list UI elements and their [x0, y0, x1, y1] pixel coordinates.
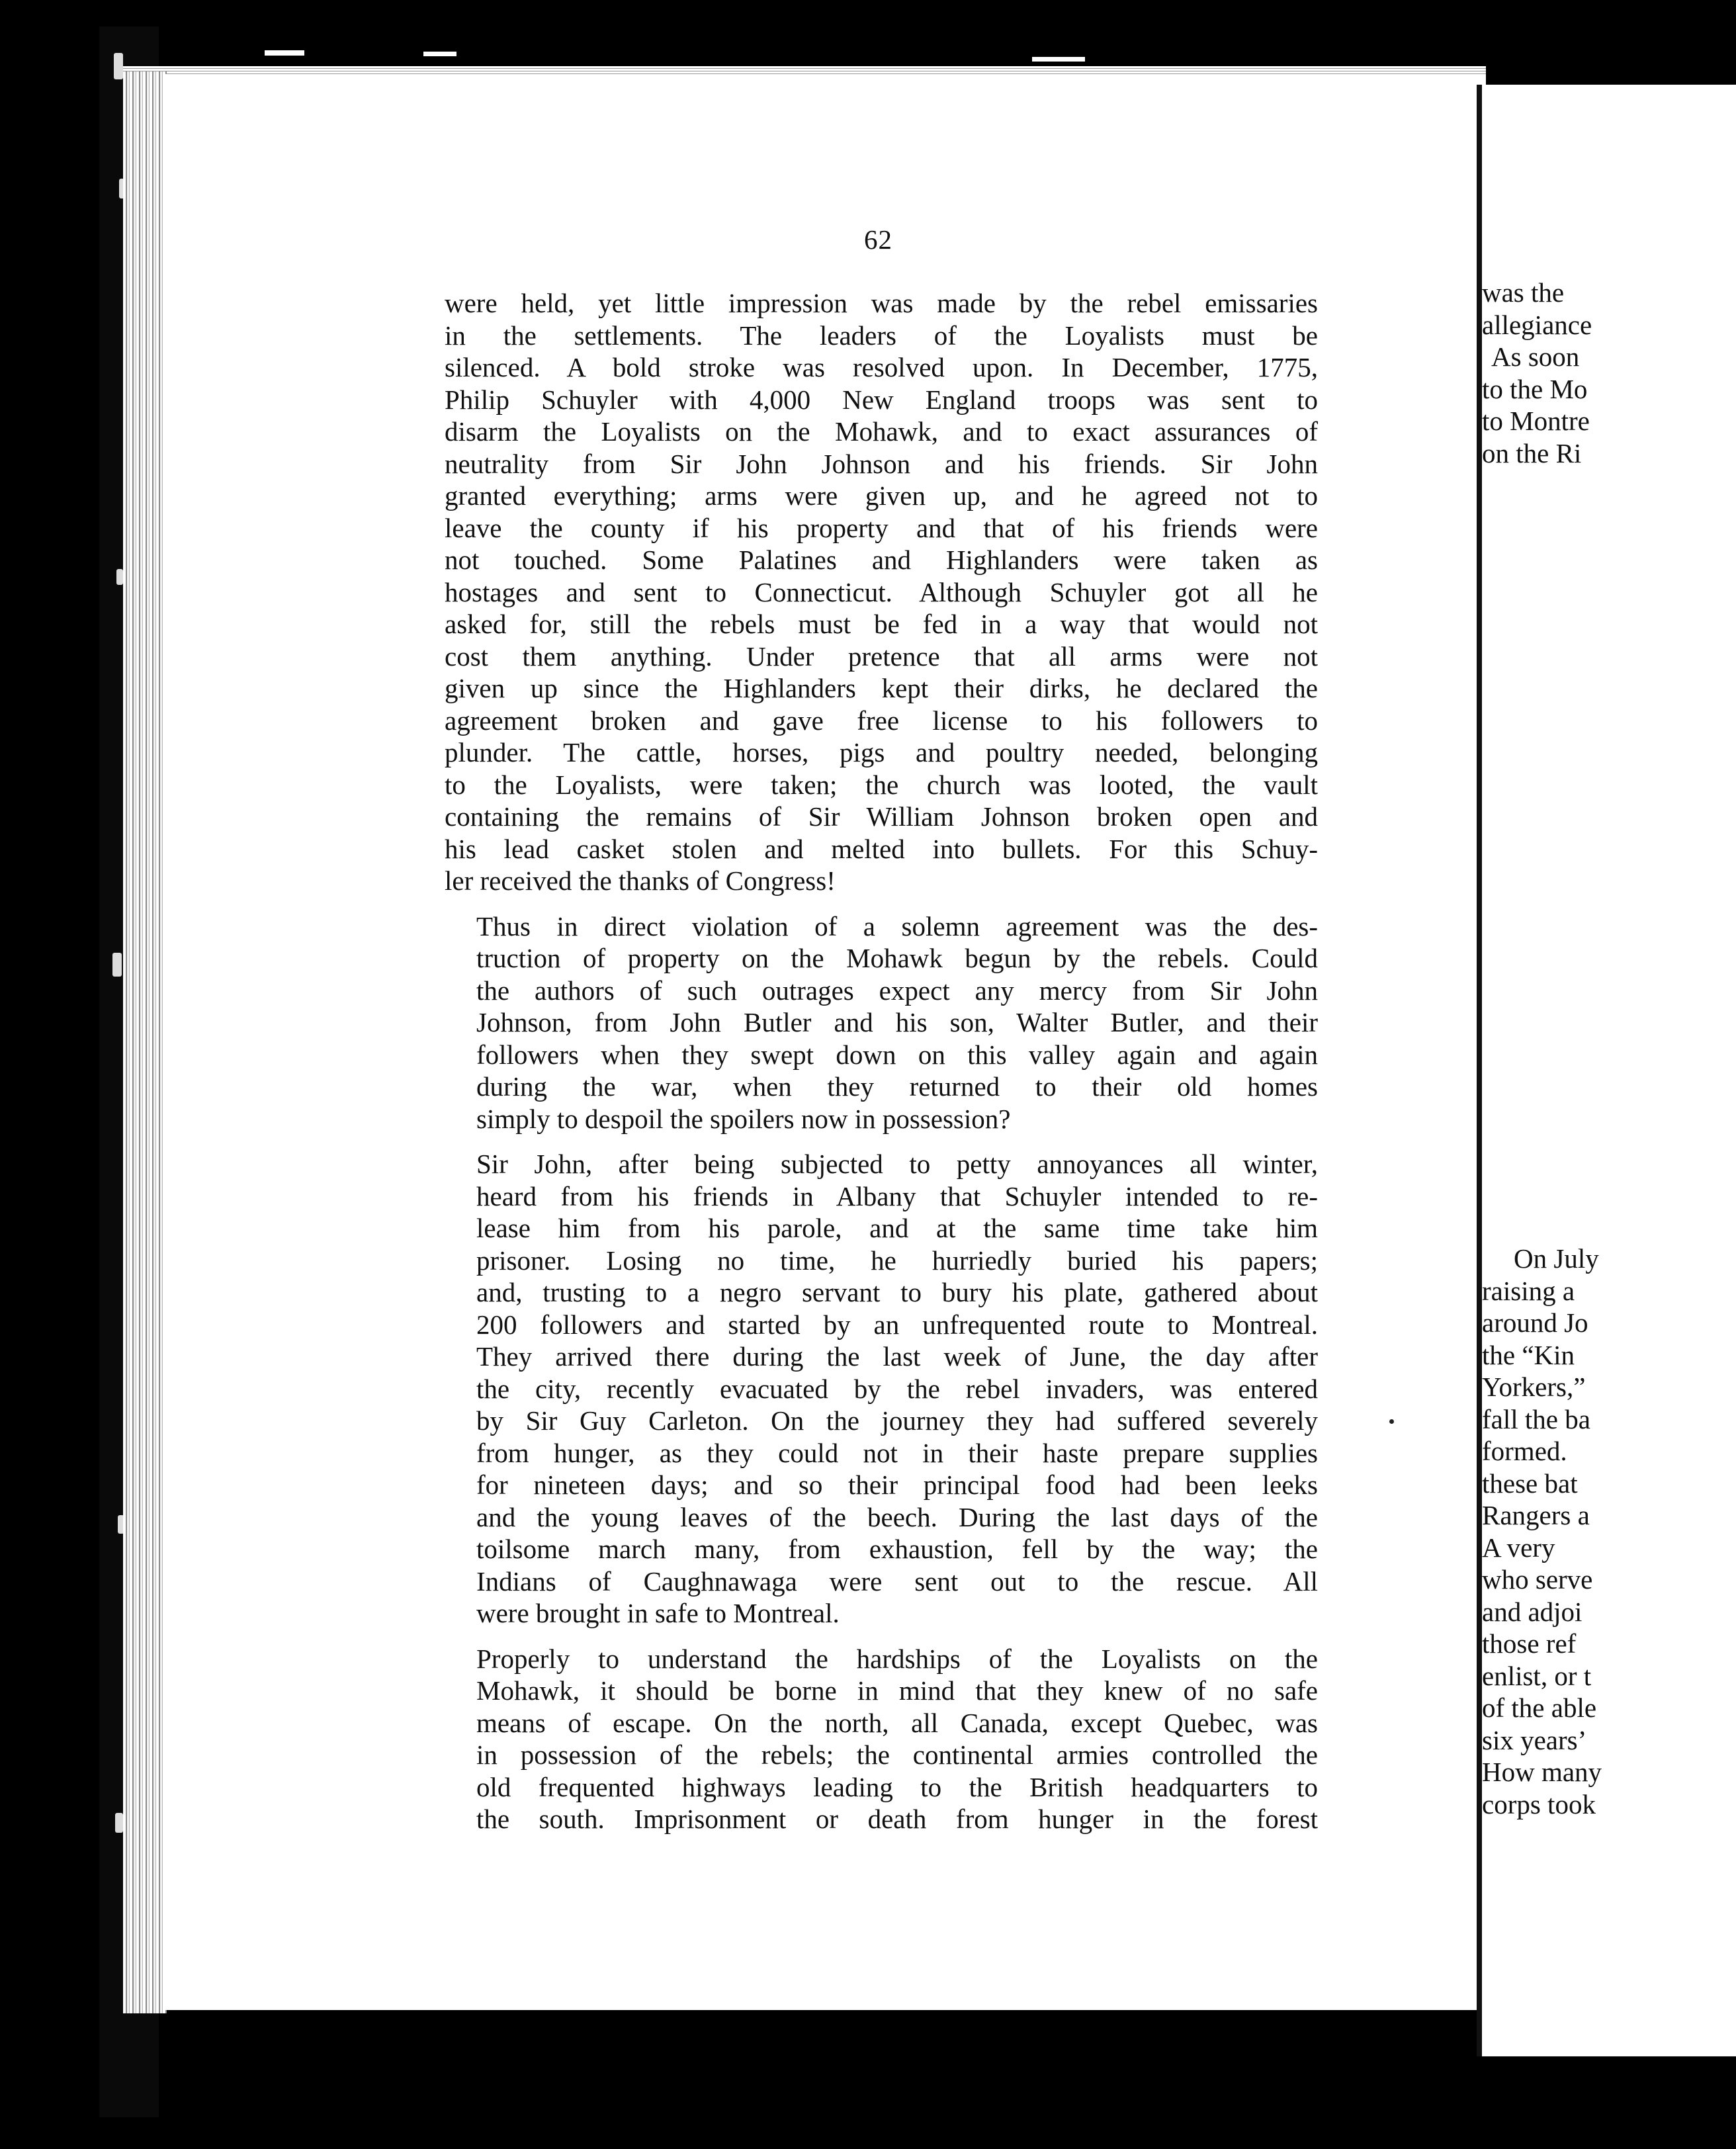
- text-line: followers when they swept down on this valley again and again: [476, 1039, 1318, 1070]
- text-line: neutrality from Sir John Johnson and his friends. Sir John: [445, 448, 1318, 479]
- scan-dot: [1389, 1419, 1394, 1424]
- paragraph-3: [445, 1148, 1318, 1630]
- text-line: old frequented highways leading to the British headquarters to: [476, 1771, 1318, 1802]
- right-page-fragment: [1477, 85, 1736, 2056]
- right-text-line: raising a: [1482, 1275, 1575, 1306]
- right-text-line: the “Kin: [1482, 1339, 1575, 1370]
- right-text-line: those ref: [1482, 1628, 1577, 1659]
- paragraph-1: [445, 287, 1318, 897]
- right-text-line: Yorkers,”: [1482, 1372, 1586, 1402]
- right-text-line: enlist, or t: [1482, 1660, 1592, 1691]
- text-line: agreement broken and gave free license to his followers to: [445, 705, 1318, 736]
- right-text-line: and adjoi: [1482, 1596, 1583, 1627]
- text-line: Johnson, from John Butler and his son, Walter Butler, and their: [476, 1007, 1318, 1037]
- right-text-line: How many: [1482, 1757, 1602, 1787]
- text-line: They arrived there during the last week of June, the day after: [476, 1341, 1318, 1372]
- right-text-line: was the: [1482, 277, 1565, 308]
- page-edges: [123, 71, 167, 2013]
- right-text-line: six years’: [1482, 1724, 1587, 1755]
- text-line: leave the county if his property and that of his friends were: [445, 512, 1318, 543]
- text-line: containing the remains of Sir William Johnson broken open and: [445, 801, 1318, 832]
- page-number: 62: [864, 224, 892, 255]
- text-line: in the settlements. The leaders of the Loyalists must be: [445, 320, 1318, 351]
- right-text-line: allegiance: [1482, 309, 1592, 340]
- text-line: cost them anything. Under pretence that all arms were not: [445, 640, 1318, 672]
- text-line: disarm the Loyalists on the Mohawk, and to exact assurances of: [445, 416, 1318, 447]
- text-line: toilsome march many, from exhaustion, fell by the way; the: [476, 1534, 1318, 1564]
- right-text-line: On July: [1514, 1243, 1599, 1274]
- text-line: hostages and sent to Connecticut. Although Schuyler got all he: [445, 576, 1318, 607]
- text-line: to the Loyalists, were taken; the church was looted, the vault: [445, 769, 1318, 800]
- right-text-line: Rangers a: [1482, 1500, 1590, 1530]
- right-text-line: around Jo: [1482, 1307, 1588, 1338]
- scan-speck: [265, 50, 304, 56]
- text-line: heard from his friends in Albany that Schuyler intended to re-: [476, 1180, 1318, 1211]
- text-line: and, trusting to a negro servant to bury his plate, gathered about: [476, 1277, 1318, 1307]
- text-line: Mohawk, it should be borne in mind that they knew of no safe: [476, 1675, 1318, 1706]
- text-line: Philip Schuyler with 4,000 New England troops was sent to: [445, 384, 1318, 415]
- text-line: plunder. The cattle, horses, pigs and poultry needed, belonging: [445, 737, 1318, 768]
- binding-mark: [115, 1813, 123, 1833]
- right-text-line: corps took: [1482, 1788, 1596, 1820]
- right-text-line: fall the ba: [1482, 1403, 1590, 1434]
- text-line: Properly to understand the hardships of the Loyalists on the: [476, 1643, 1318, 1674]
- text-line: granted everything; arms were given up, and he agreed not to: [445, 480, 1318, 511]
- text-line: asked for, still the rebels must be fed in a way that would not: [445, 609, 1318, 639]
- text-line: ler received the thanks of Congress!: [445, 865, 836, 896]
- text-line: for nineteen days; and so their principal food had been leeks: [476, 1469, 1318, 1500]
- right-page-top-text: [1482, 277, 1736, 469]
- right-text-line: on the Ri: [1482, 437, 1582, 468]
- body-text: [445, 287, 1318, 1849]
- right-text-line: of the able: [1482, 1692, 1597, 1723]
- text-line: by Sir Guy Carleton. On the journey they had suffered severely: [476, 1405, 1318, 1436]
- right-text-line: these bat: [1482, 1468, 1578, 1499]
- right-text-line: to the Mo: [1482, 373, 1588, 404]
- right-text-line: As soon: [1491, 341, 1580, 372]
- text-line: lease him from his parole, and at the same time take him: [476, 1213, 1318, 1243]
- text-line: and the young leaves of the beech. During the last days of the: [476, 1501, 1318, 1532]
- binding-mark: [112, 953, 122, 977]
- text-line: Sir John, after being subjected to petty annoyances all winter,: [476, 1149, 1318, 1179]
- text-line: the city, recently evacuated by the rebel invaders, was entered: [476, 1373, 1318, 1404]
- text-line: prisoner. Losing no time, he hurriedly buried his papers;: [476, 1245, 1318, 1276]
- binding-mark: [116, 569, 123, 585]
- right-text-line: A very: [1482, 1532, 1555, 1563]
- paragraph-2: [445, 910, 1318, 1135]
- text-line: truction of property on the Mohawk begun by the rebels. Could: [476, 943, 1318, 973]
- text-line: given up since the Highlanders kept their dirks, he declared the: [445, 673, 1318, 703]
- right-page-bottom-text: [1482, 1243, 1736, 1820]
- text-line: means of escape. On the north, all Canada, except Quebec, was: [476, 1707, 1318, 1738]
- text-line: the south. Imprisonment or death from hunger in the forest: [476, 1804, 1318, 1834]
- text-line: not touched. Some Palatines and Highlanders were taken as: [445, 545, 1318, 575]
- text-line: in possession of the rebels; the continental armies controlled the: [476, 1739, 1318, 1770]
- scan-speck: [1032, 57, 1085, 62]
- text-line: simply to despoil the spoilers now in possession?: [476, 1103, 1011, 1134]
- text-line: Thus in direct violation of a solemn agreement was the des-: [476, 910, 1318, 942]
- paragraph-4: [445, 1643, 1318, 1835]
- scan-speck: [423, 52, 456, 56]
- text-line: Indians of Caughnawaga were sent out to the rescue. All: [476, 1565, 1318, 1597]
- text-line: his lead casket stolen and melted into bullets. For this Schuy-: [445, 833, 1318, 864]
- text-line: were held, yet little impression was made by the rebel emissaries: [445, 288, 1318, 318]
- right-text-line: who serve: [1482, 1564, 1593, 1595]
- binding-mark: [114, 53, 123, 79]
- right-text-line: to Montre: [1482, 406, 1590, 436]
- right-text-line: formed.: [1482, 1436, 1567, 1466]
- text-line: silenced. A bold stroke was resolved upon. In December, 1775,: [445, 352, 1318, 382]
- text-line: the authors of such outrages expect any mercy from Sir John: [476, 975, 1318, 1006]
- text-line: were brought in safe to Montreal.: [476, 1598, 840, 1628]
- text-line: 200 followers and started by an unfrequented route to Montreal.: [476, 1309, 1318, 1340]
- text-line: during the war, when they returned to their old homes: [476, 1071, 1318, 1102]
- text-line: from hunger, as they could not in their haste prepare supplies: [476, 1437, 1318, 1468]
